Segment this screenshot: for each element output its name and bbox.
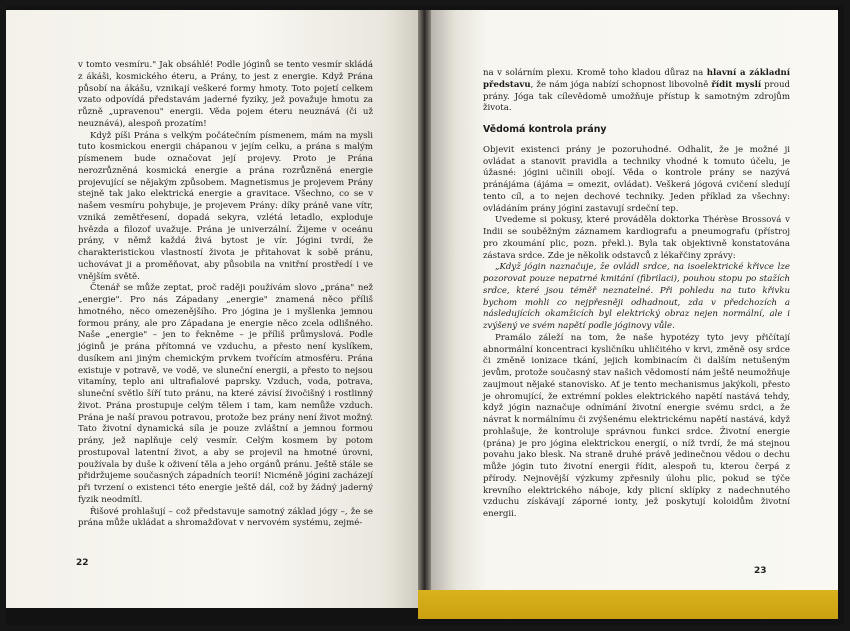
bold-phrase: hlavní a základní představu	[483, 68, 791, 90]
paragraph: Pramálo záleží na tom, že naše hypotézy tyto jevy přičítají abnormální koncentraci kysličníku uhličitého v krvi, změně osy srdce či změně ionizace tkání, jejich kombinacím či dalším netušeným jevům, protože současný stav našich vědomostí nám ještě neumožňuje zaujmout nějaké stanovisko. Ať je tento mechanismus jakýkoli, přesto je ohromující, že extrémní pokles elektrického napětí nastává tehdy, když jógin naznačuje odnímání životní energie svému srdci, a že návrat k normálnímu či zvýšenému elektrickému napětí nastává, když prohlašuje, že kontroluje správnou funkci srdce. Životní energie (prána) je pro jógina elektrickou energií, o níž tvrdí, že má stejnou povahu jako blesk. Na straně druhé právě jedinečnou vědou o dechu může jógin tuto životní energii řídit, alespoň tu, kterou čerpá z přírody. Nejnovější výzkumy zpřesnily úlohu plic, pokud se týče krevního elektrického náboje, kdy plicní sklípky z nadechnutého vzduchu získávají záporné ionty, jež poskytují koloidům životní energii.	[483, 332, 790, 519]
paragraph: Řišové prohlašují – což představuje samotný základ jógy –, že se prána může ukládat a shromažďovat v nervovém systému, zejmé-	[78, 506, 373, 529]
quoted-report: „Když jógin naznačuje, že ovládl srdce, na isoelektrické křivce lze pozorovat pouze nepatrné kmitání (fibrilaci), pouhou stopu po stažích srdce, které jsou téměř neznatelné. Při pohledu na tuto křivku bychom mohli co nejpřesněji odhadnout, zda v předchozích a následujících okamžicích byl elektrický obraz nejen normální, ale i zvýšený ve svém napětí podle jóginovy vůle.	[483, 262, 790, 331]
page-number: 23	[754, 566, 767, 576]
paragraph: v tomto vesmíru." Jak obsáhlé! Podle jóginů se tento vesmír skládá z ákáši, kosmického éteru, a Prány, to jest z energie. Když Prána působí na ákášu, vznikají veškeré formy hmoty. Toto pojetí celkem vzato odpovídá představám jaderné fyziky, jež považuje hmotu za různě „upravenou" energii. Věda pojem éteru neuznává (či už neuznává), alespoň prozatím!	[78, 60, 373, 129]
text-run: proud prány. Jóga tak cílevědomě umožňuje přístup k samotným zdrojům života.	[483, 79, 790, 114]
book-spine	[418, 10, 431, 608]
left-page	[6, 10, 418, 608]
text-run: , že nám jóga nabízí schopnost libovolně	[530, 79, 712, 90]
left-page-text	[78, 60, 373, 530]
paragraph: Čtenář se může zeptat, proč raději používám slovo „prána" než „energie". Pro nás Západany „energie" znamená něco příliš hmotného, něco omezenějšího. Pro jógina je i myšlenka jemnou formou prány, ale pro Západana je energie něco zcela odlišného. Naše „energie" – jen to řekněme – je příliš průmyslová. Podle jóginů je prána přítomná ve vzduchu, a přesto není kyslíkem, dusíkem ani jiným chemickým prvkem tvořícím atmosféru. Prána existuje v potravě, ve vodě, ve sluneční energii, a přesto to nejsou vitamíny, teplo ani ultrafialové paprsky. Vzduch, voda, potrava, sluneční světlo šíří tuto pránu, na které závisí živočišný i rostlinný život. Prána prostupuje celým tělem i tam, kam nemůže vzduch. Prána je naší pravou potravou, protože bez prány není život možný. Tato životní dynamická síla je pouze zvláštní a jemnou formou prány, jež naplňuje celý vesmír. Celým kosmem by potom prostupoval latentní život, a aby se projevil na hmotné úrovni, používala by duše k oživení těla a jeho orgánů pránu. Ještě stále se přidržujeme současných západních teorií! Nicméně jógini zacházejí při tvrzení o existenci této energie ještě dál, což by žádný jaderný fyzik neodmítl.	[78, 283, 373, 505]
right-page	[431, 10, 838, 608]
paragraph: Objevit existenci prány je pozoruhodné. Odhalit, že je možné ji ovládat a stanovit pravidla a techniky vhodné k tomuto účelu, je úžasné: jógini učinili obojí. Věda o kontrole prány se nazývá pránájáma (ájáma = omezit, ovládat). Veškerá jógová cvičení sledují tento cíl, a to nejen dechové techniky. Jeden příklad za všechny: ovládáním prány jógini zastavují srdeční tep.	[483, 144, 790, 214]
bookmark-edge	[418, 590, 838, 619]
text-run: na v solárním plexu. Kromě toho kladou důraz na	[483, 68, 707, 78]
page-number: 22	[76, 558, 89, 568]
paragraph: Když píši Prána s velkým počátečním písmenem, mám na mysli tuto kosmickou energii chápanou v jejím celku, a prána s malým písmenem bude označovat její projevy. Proto je Prána nerozrůzněná kosmická energie a prána rozrůzněná energie projevující se nějakým způsobem. Magnetismus je projevem Prány stejně tak jako elektrická energie a gravitace. Všechno, co se v našem vesmíru pohybuje, je projevem Prány: díky práně vane vítr, vzniká zemětřesení, dopadá sekyra, vzlétá letadlo, exploduje hvězda a filozof uvažuje. Prána je univerzální. Žijeme v oceánu prány, v němž každá živá bytost je vír. Jógini tvrdí, že charakteristickou vlastností života je přitahovat k sobě pránu, uchovávat ji a proměňovat, aby působila na vnitřní prostředí i ve vnějším světě.	[78, 130, 373, 282]
section-heading: Vědomá kontrola prány	[483, 124, 607, 135]
bold-phrase: řídit myslí	[711, 79, 762, 90]
paragraph	[483, 68, 790, 115]
paragraph: Uvedeme si pokusy, které prováděla doktorka Thérèse Brossová v Indii se souběžným záznamem kardiografu a pneumografu (přístroj pro zkoumání plic, pozn. překl.). Byla tak objektivně konstatována zástava srdce. Zde je několik odstavců z lékařčiny zprávy:	[483, 215, 790, 261]
right-page-text	[483, 68, 790, 521]
